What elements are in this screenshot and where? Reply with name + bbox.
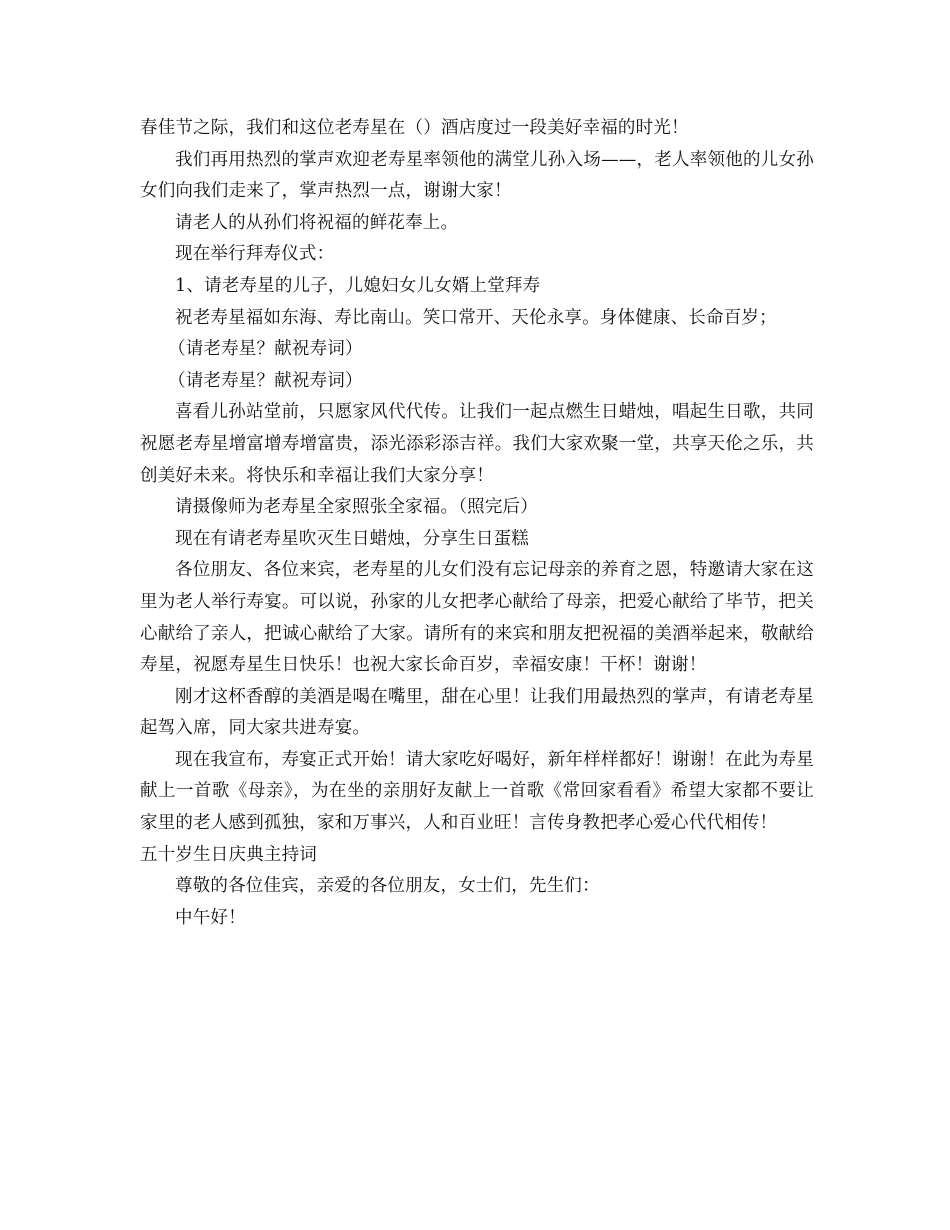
paragraph: 我们再用热烈的掌声欢迎老寿星率领他的满堂儿孙入场——，老人率领他的儿女孙女们向我们走来了，掌声热烈一点，谢谢大家！ bbox=[140, 149, 814, 202]
paragraph: 请老人的从孙们将祝福的鲜花奉上。 bbox=[175, 212, 459, 233]
paragraph: 春佳节之际，我们和这位老寿星在（）酒店度过一段美好幸福的时光！ bbox=[140, 118, 689, 138]
paragraph: （请老寿星？献祝寿词） bbox=[168, 370, 363, 391]
paragraph: 刚才这杯香醇的美酒是喝在嘴里，甜在心里！让我们用最热烈的掌声，有请老寿星起驾入席，同大家共进寿宴。 bbox=[140, 686, 814, 739]
paragraph: 现在我宣布，寿宴正式开始！请大家吃好喝好，新年样样都好！谢谢！在此为寿星献上一首歌《母亲》，为在坐的亲朋好友献上一首歌《常回家看看》希望大家都不要让家里的老人感到孤独，家和万事兴，人和百业旺！言传身教把孝心爱心代代相传！ bbox=[140, 749, 814, 834]
paragraph: 1、请老寿星的儿子，儿媳妇女儿女婿上堂拜寿 bbox=[175, 275, 541, 296]
paragraph: 尊敬的各位佳宾，亲爱的各位朋友，女士们，先生们： bbox=[175, 876, 600, 897]
paragraph: 喜看儿孙站堂前，只愿家风代代传。让我们一起点燃生日蜡烛，唱起生日歌，共同祝愿老寿星增富增寿增富贵，添光添彩添吉祥。我们大家欢聚一堂，共享天伦之乐，共创美好未来。将快乐和幸福让我们大家分享！ bbox=[140, 402, 814, 486]
document-body bbox=[140, 113, 814, 934]
paragraph: 祝老寿星福如东海、寿比南山。笑口常开、天伦永享。身体健康、长命百岁； bbox=[175, 307, 777, 328]
paragraph: 现在有请老寿星吹灭生日蜡烛，分享生日蛋糕 bbox=[175, 528, 529, 549]
paragraph: （请老寿星？献祝寿词） bbox=[168, 339, 363, 360]
section-heading: 五十岁生日庆典主持词 bbox=[140, 844, 317, 865]
paragraph: 中午好！ bbox=[175, 907, 246, 928]
paragraph: 各位朋友、各位来宾，老寿星的儿女们没有忘记母亲的养育之恩，特邀请大家在这里为老人举行寿宴。可以说，孙家的儿女把孝心献给了母亲，把爱心献给了毕节，把关心献给了亲人，把诚心献给了大家。请所有的来宾和朋友把祝福的美酒举起来，敬献给寿星，祝愿寿星生日快乐！也祝大家长命百岁，幸福安康！干杯！谢谢！ bbox=[140, 560, 814, 676]
paragraph: 请摄像师为老寿星全家照张全家福。（照完后） bbox=[175, 497, 538, 518]
paragraph: 现在举行拜寿仪式： bbox=[175, 244, 335, 265]
